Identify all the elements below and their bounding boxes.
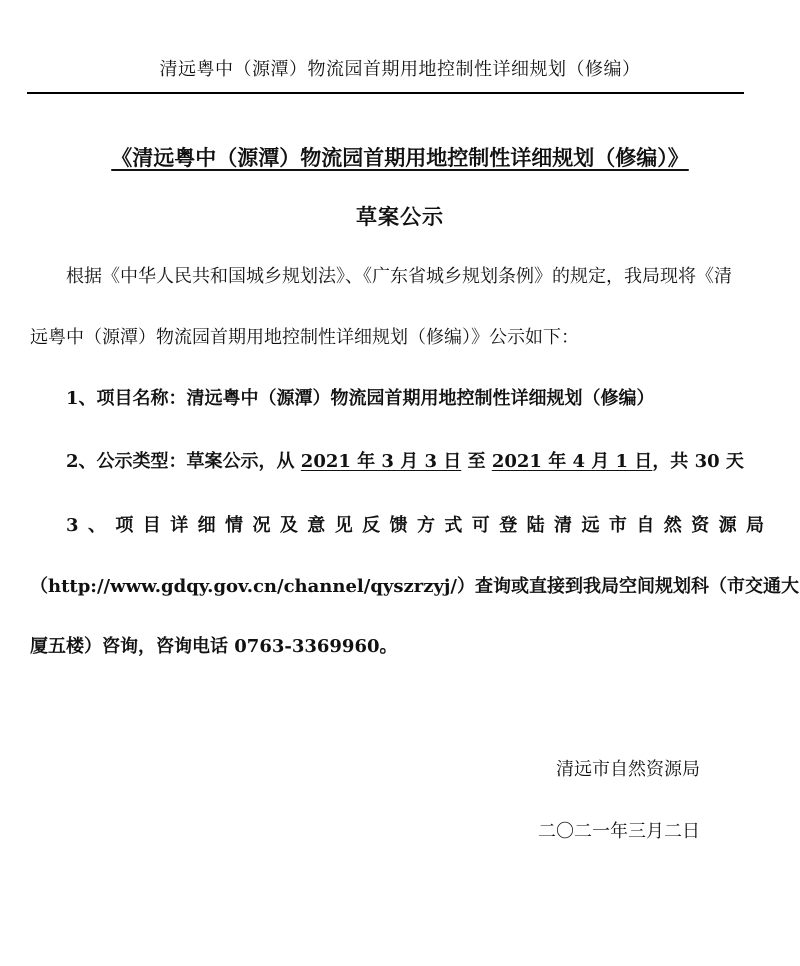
notice-duration: ，共 30 天: [652, 451, 744, 472]
signature-organization: 清远市自然资源局: [556, 759, 700, 780]
document-title: 《清远粤中（源潭）物流园首期用地控制性详细规划（修编）》: [111, 145, 689, 170]
notice-start-date: 2021 年 3 月 3 日: [300, 451, 462, 472]
running-header: 清远粤中（源潭）物流园首期用地控制性详细规划（修编）: [159, 59, 641, 80]
document-subtitle: 草案公示: [356, 204, 444, 229]
intro-line-1: 根据《中华人民共和国城乡规划法》、《广东省城乡规划条例》的规定，我局现将《清: [66, 266, 732, 287]
item-notice-type: [66, 447, 770, 473]
item-details-line-3: 厦五楼）咨询，咨询电话 0763-3369960。: [30, 636, 398, 657]
intro-line-2: 远粤中（源潭）物流园首期用地控制性详细规划（修编）》公示如下：: [30, 327, 579, 348]
notice-end-date: 2021 年 4 月 1 日: [491, 451, 653, 472]
signature-date: 二〇二一年三月二日: [538, 821, 700, 842]
notice-date-separator: 至: [461, 451, 492, 472]
item-project-name: 1、项目名称：清远粤中（源潭）物流园首期用地控制性详细规划（修编）: [66, 388, 655, 409]
item-details-line-2: （http://www.gdqy.gov.cn/channel/qyszrzyj/）查询或直接到我局空间规划科（市交通大: [30, 576, 799, 597]
item-details-line-1: 3、项目详细情况及意见反馈方式可登陆清远市自然资源局: [66, 515, 770, 536]
header-divider: [27, 92, 744, 94]
notice-type-prefix: 2、公示类型：草案公示，从: [66, 451, 301, 472]
